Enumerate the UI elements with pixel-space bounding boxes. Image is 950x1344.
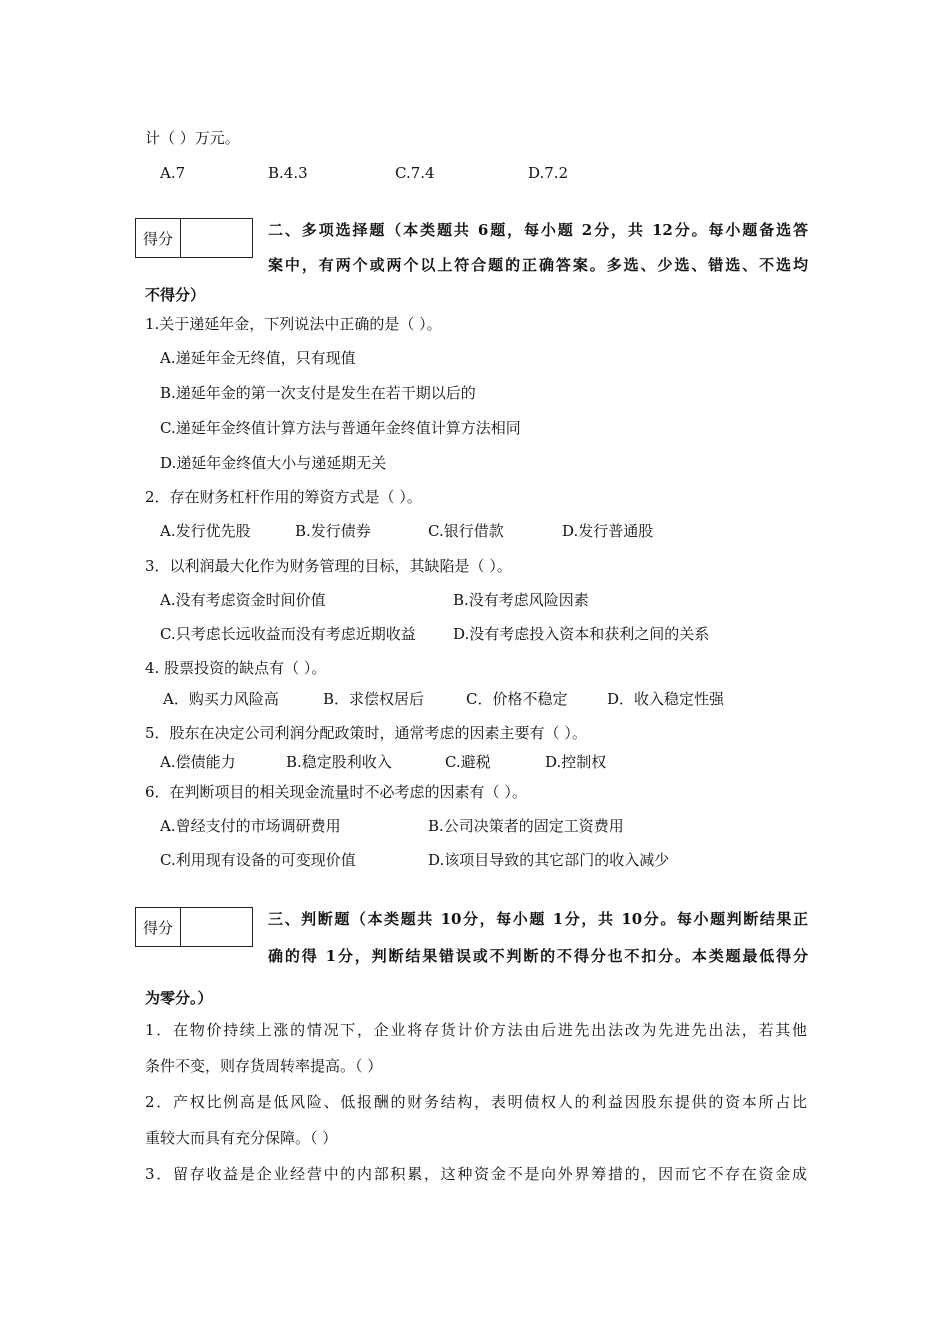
s2-q6-stem: 6．在判断项目的相关现金流量时不必考虑的因素有（ ）。 — [145, 783, 527, 801]
prev-option-b: B.4.3 — [268, 164, 308, 182]
s2-q3-option-c: C.只考虑长远收益而没有考虑近期收益 — [160, 625, 416, 643]
s2-q6-option-a: A.曾经支付的市场调研费用 — [160, 817, 341, 835]
s2-q2-option-c: C.银行借款 — [428, 522, 504, 540]
s3-q2-line2: 重较大而具有充分保障。（ ） — [145, 1129, 338, 1147]
section2-header-tail: 不得分） — [145, 286, 206, 304]
section3-header-tail: 为零分。） — [145, 989, 213, 1007]
s2-q2-option-b: B.发行债券 — [295, 522, 371, 540]
prev-option-d: D.7.2 — [528, 164, 569, 182]
s2-q5-option-a: A.偿债能力 — [160, 753, 236, 771]
s2-q2-option-a: A.发行优先股 — [160, 522, 251, 540]
s2-q4-option-d: D．收入稳定性强 — [607, 690, 725, 708]
s2-q5-stem: 5．股东在决定公司利润分配政策时，通常考虑的因素主要有（ ）。 — [145, 724, 587, 742]
score-box-section3 — [135, 907, 253, 947]
s2-q3-option-d: D.没有考虑投入资本和获利之间的关系 — [453, 625, 710, 643]
prev-option-a: A.7 — [160, 164, 186, 182]
prev-option-c: C.7.4 — [395, 164, 435, 182]
s2-q6-option-b: B.公司决策者的固定工资费用 — [428, 817, 624, 835]
score-label: 得分 — [136, 908, 181, 946]
section3-header-line2: 确的得 1分，判断结果错误或不判断的不得分也不扣分。本类题最低得分 — [268, 947, 808, 965]
score-blank[interactable] — [181, 908, 252, 946]
s2-q5-option-c: C.避税 — [445, 753, 491, 771]
s3-q1-line1: 1．在物价持续上涨的情况下，企业将存货计价方法由后进先出法改为先进先出法，若其他 — [145, 1021, 807, 1039]
s2-q4-option-a: A．购买力风险高 — [163, 690, 279, 708]
s2-q2-option-d: D.发行普通股 — [562, 522, 654, 540]
s2-q1-option-d: D.递延年金终值大小与递延期无关 — [160, 454, 387, 472]
s2-q3-stem: 3．以利润最大化作为财务管理的目标，其缺陷是（ ）。 — [145, 557, 512, 575]
s2-q1-option-c: C.递延年金终值计算方法与普通年金终值计算方法相同 — [160, 419, 521, 437]
s2-q5-option-d: D.控制权 — [545, 753, 607, 771]
s2-q4-option-c: C．价格不稳定 — [466, 690, 568, 708]
s2-q4-stem: 4. 股票投资的缺点有（ ）。 — [145, 659, 327, 677]
s2-q1-option-a: A.递延年金无终值，只有现值 — [160, 349, 356, 367]
s2-q4-option-b: B．求偿权居后 — [323, 690, 425, 708]
s2-q2-stem: 2．存在财务杠杆作用的筹资方式是（ ）。 — [145, 488, 422, 506]
s3-q1-line2: 条件不变，则存货周转率提高。（ ） — [145, 1057, 383, 1075]
section2-header-line1: 二、多项选择题（本类题共 6题，每小题 2分，共 12分。每小题备选答 — [268, 221, 808, 239]
score-label: 得分 — [136, 219, 181, 257]
s2-q1-stem: 1.关于递延年金，下列说法中正确的是（ ）。 — [145, 315, 442, 333]
section3-header-line1: 三、判断题（本类题共 10分，每小题 1分，共 10分。每小题判断结果正 — [268, 910, 808, 928]
s2-q6-option-d: D.该项目导致的其它部门的收入减少 — [428, 851, 670, 869]
s3-q2-line1: 2．产权比例高是低风险、低报酬的财务结构，表明债权人的利益因股东提供的资本所占比 — [145, 1093, 807, 1111]
s3-q3-line1: 3．留存收益是企业经营中的内部积累，这种资金不是向外界筹措的，因而它不存在资金成 — [145, 1165, 807, 1183]
prev-question-tail: 计（ ）万元。 — [145, 129, 240, 147]
s2-q5-option-b: B.稳定股利收入 — [286, 753, 392, 771]
score-box-section2 — [135, 218, 253, 258]
s2-q1-option-b: B.递延年金的第一次支付是发生在若干期以后的 — [160, 384, 476, 402]
s2-q3-option-a: A.没有考虑资金时间价值 — [160, 591, 326, 609]
section2-header-line2: 案中，有两个或两个以上符合题的正确答案。多选、少选、错选、不选均 — [268, 256, 808, 274]
s2-q3-option-b: B.没有考虑风险因素 — [453, 591, 589, 609]
s2-q6-option-c: C.利用现有设备的可变现价值 — [160, 851, 356, 869]
score-blank[interactable] — [181, 219, 252, 257]
